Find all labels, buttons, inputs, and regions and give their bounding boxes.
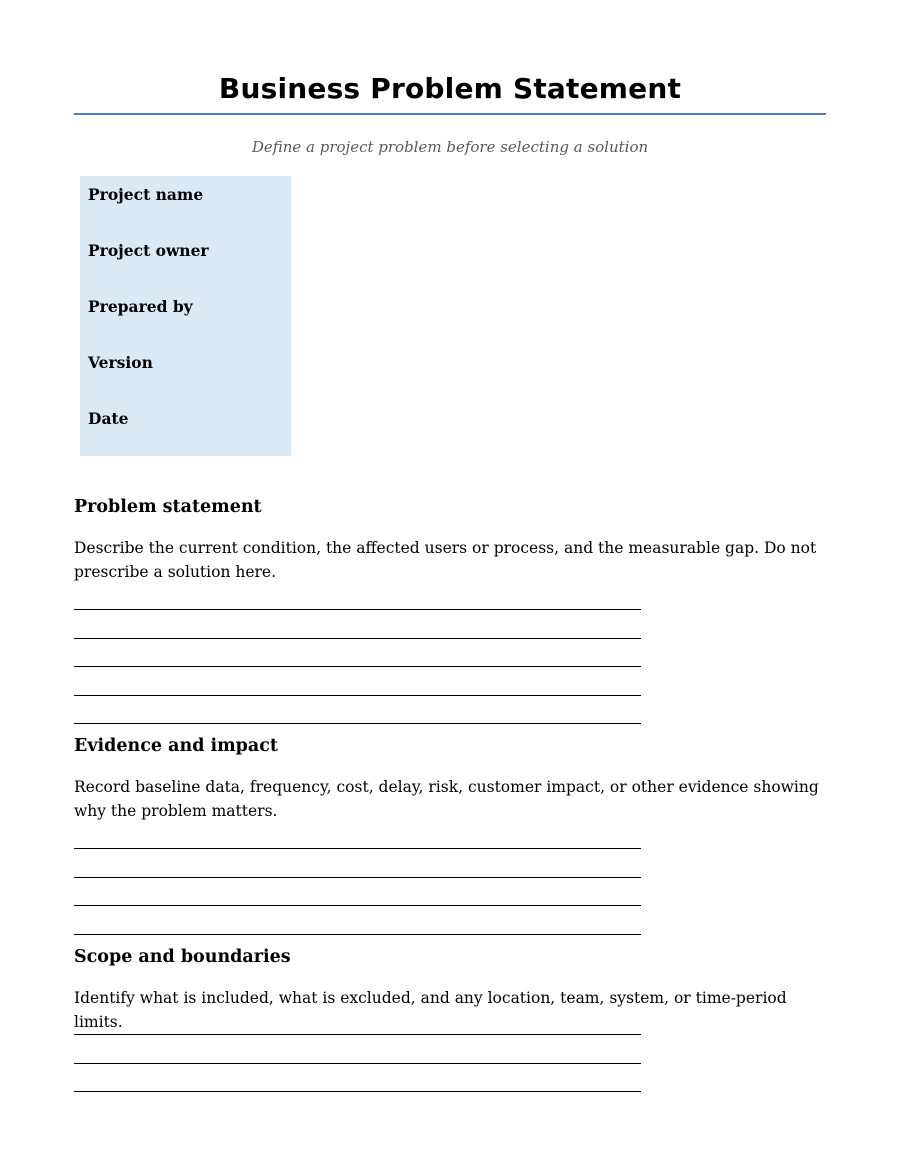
problem-statement-description: Describe the current condition, the affected users or process, and the measurable gap. Do not prescribe a solution here. <box>74 539 817 581</box>
scope-answer-line[interactable] <box>74 1063 641 1064</box>
problem-answer-line[interactable] <box>74 695 641 696</box>
scope-boundaries-description: Identify what is included, what is excluded, and any location, team, system, or time-period limits. <box>74 989 787 1031</box>
title-divider <box>74 113 826 115</box>
version-label: Version <box>88 353 153 372</box>
document-title: Business Problem Statement <box>218 72 682 105</box>
evidence-answer-line[interactable] <box>74 848 641 849</box>
problem-answer-line[interactable] <box>74 609 641 610</box>
evidence-impact-description: Record baseline data, frequency, cost, delay, risk, customer impact, or other evidence showing why the problem matters. <box>74 778 819 820</box>
scope-boundaries-heading: Scope and boundaries <box>74 947 291 967</box>
evidence-answer-line[interactable] <box>74 877 641 878</box>
project-owner-label: Project owner <box>88 241 209 260</box>
date-label: Date <box>88 409 129 428</box>
evidence-answer-line[interactable] <box>74 905 641 906</box>
evidence-impact-heading: Evidence and impact <box>74 736 279 756</box>
problem-answer-line[interactable] <box>74 666 641 667</box>
problem-answer-line[interactable] <box>74 723 641 724</box>
project-info-box <box>80 176 291 456</box>
evidence-answer-line[interactable] <box>74 934 641 935</box>
problem-statement-heading: Problem statement <box>74 497 262 517</box>
scope-answer-line[interactable] <box>74 1034 641 1035</box>
document-subtitle: Define a project problem before selecting a solution <box>251 138 649 156</box>
scope-answer-line[interactable] <box>74 1091 641 1092</box>
prepared-by-label: Prepared by <box>88 297 193 316</box>
problem-answer-line[interactable] <box>74 638 641 639</box>
project-name-label: Project name <box>88 185 204 204</box>
